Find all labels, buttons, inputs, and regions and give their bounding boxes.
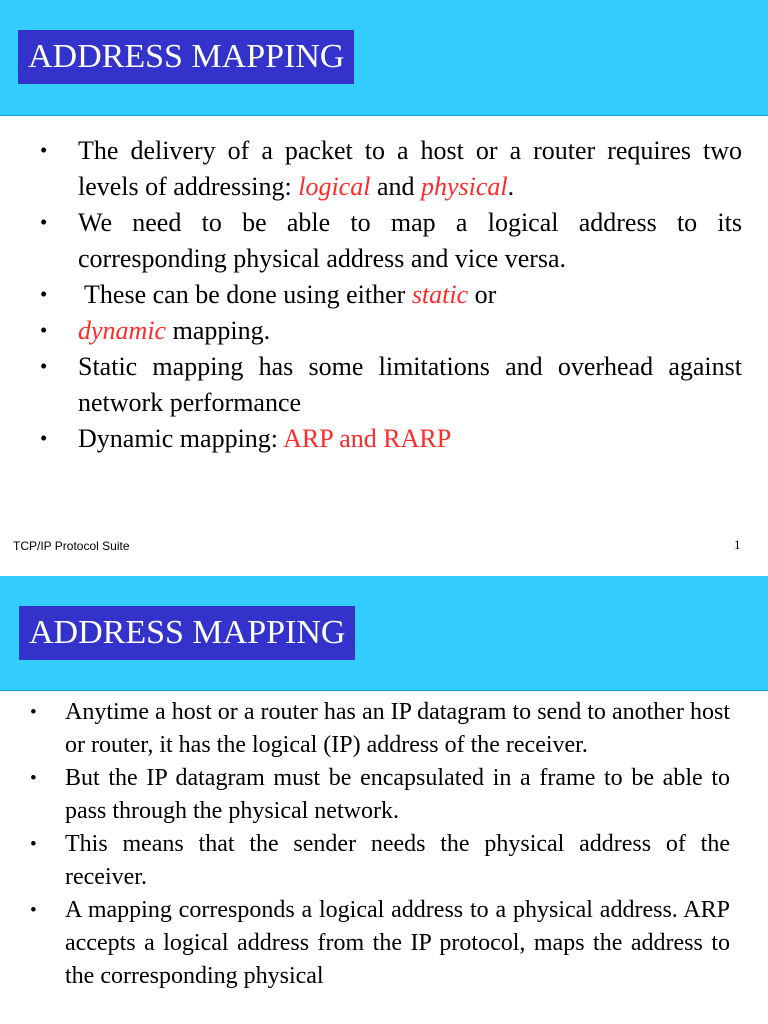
list-item: • These can be done using either static or xyxy=(0,277,768,313)
list-item: • Anytime a host or a router has an IP datagram to send to another host or router, it has the logical (IP) address of the receiver. xyxy=(0,696,768,762)
highlight-logical: logical xyxy=(298,172,371,201)
bullet-icon: • xyxy=(40,283,48,306)
slide-2-bullet-list xyxy=(0,696,768,993)
list-item: • A mapping corresponds a logical address to a physical address. ARP accepts a logical address from the IP protocol, maps the address to the corresponding physical xyxy=(0,894,768,993)
list-item: • The delivery of a packet to a host or a router requires two levels of addressing: logical and physical. xyxy=(0,133,768,205)
slide-footer: TCP/IP Protocol Suite xyxy=(13,539,130,553)
list-item: • dynamic mapping. xyxy=(0,313,768,349)
slide-2-header-band xyxy=(0,576,768,691)
slide-separator xyxy=(0,566,768,576)
bullet-icon: • xyxy=(40,355,48,378)
list-item: • Static mapping has some limitations and overhead against network performance xyxy=(0,349,768,421)
list-item: • This means that the sender needs the physical address of the receiver. xyxy=(0,828,768,894)
slide-1-title: ADDRESS MAPPING xyxy=(18,30,354,84)
bullet-icon: • xyxy=(30,900,37,921)
slide-2-title: ADDRESS MAPPING xyxy=(19,606,355,660)
bullet-icon: • xyxy=(40,427,48,450)
page-number: 1 xyxy=(734,537,741,552)
bullet-icon: • xyxy=(40,139,48,162)
slide-1-bullet-list xyxy=(0,133,768,457)
highlight-arp-rarp: ARP and RARP xyxy=(283,424,452,453)
list-item: • We need to be able to map a logical address to its corresponding physical address and vice versa. xyxy=(0,205,768,277)
bullet-icon: • xyxy=(30,834,37,855)
bullet-icon: • xyxy=(30,768,37,789)
slide-1-header-band xyxy=(0,0,768,116)
list-item: • Dynamic mapping: ARP and RARP xyxy=(0,421,768,457)
highlight-physical: physical xyxy=(421,172,508,201)
bullet-icon: • xyxy=(40,319,48,342)
bullet-icon: • xyxy=(30,702,37,723)
highlight-static: static xyxy=(411,280,469,309)
bullet-icon: • xyxy=(40,211,48,234)
highlight-dynamic: dynamic xyxy=(78,316,167,345)
list-item: • But the IP datagram must be encapsulated in a frame to be able to pass through the physical network. xyxy=(0,762,768,828)
slide-2 xyxy=(0,576,768,1024)
